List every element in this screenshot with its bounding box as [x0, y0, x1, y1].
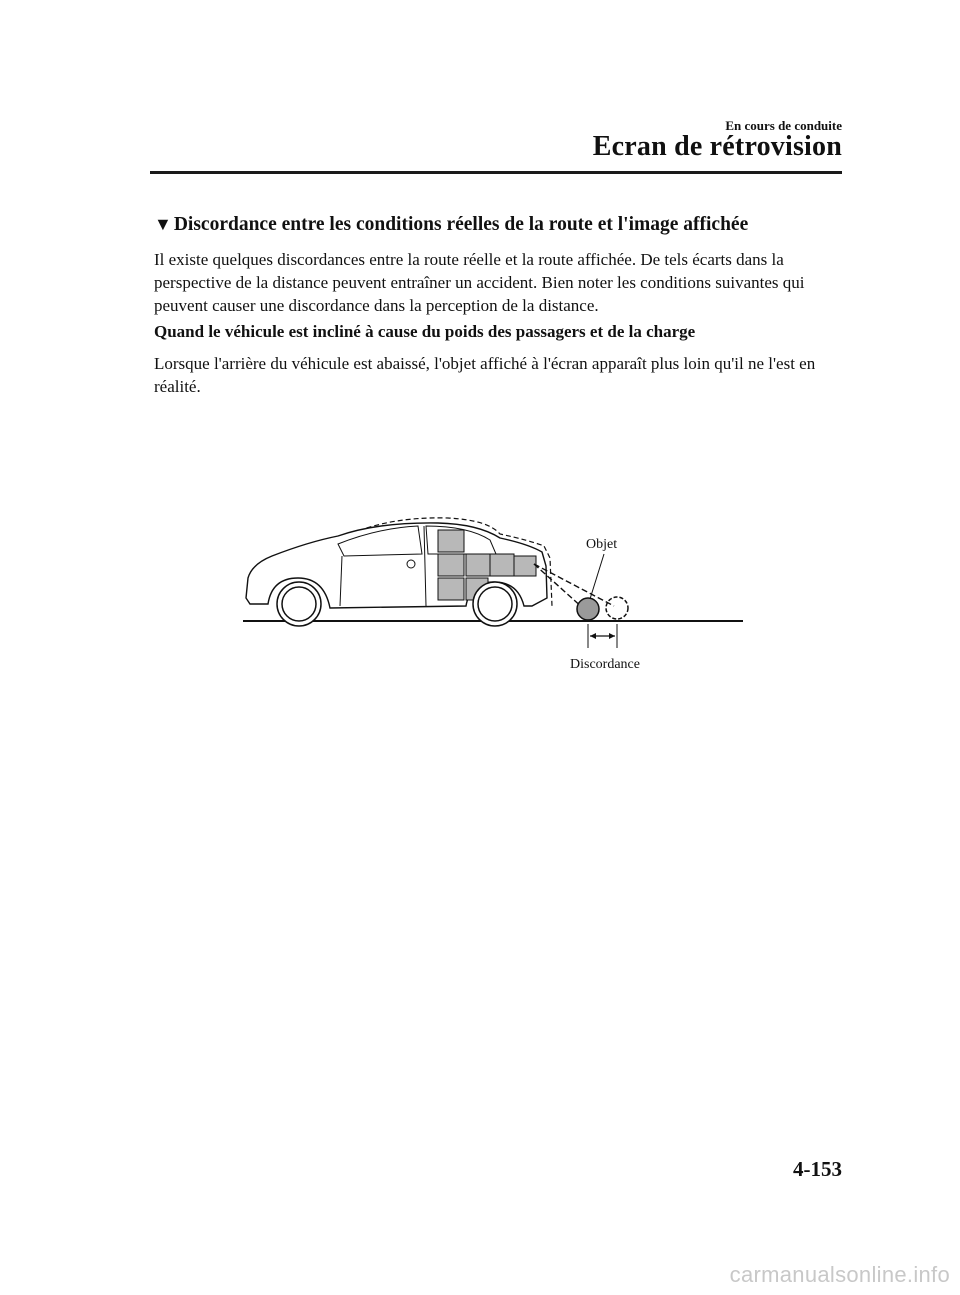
discrepancy-label: Discordance	[570, 657, 640, 672]
section-heading-text: Discordance entre les conditions réelles de la route et l'image affichée	[173, 214, 749, 235]
paragraph-explanation: Lorsque l'arrière du véhicule est abaissé, l'objet affiché à l'écran apparaît plus loin qu'il ne l'est en réalité.	[154, 354, 816, 396]
triangle-down-icon: ▼	[154, 214, 172, 234]
subheading: Quand le véhicule est incliné à cause du poids des passagers et de la charge	[154, 322, 696, 341]
object-displayed	[606, 597, 628, 619]
wheel-rear	[473, 582, 517, 626]
object-actual	[577, 598, 599, 620]
arrowhead-left	[590, 633, 596, 639]
page-title: Ecran de rétrovision	[592, 131, 842, 162]
header-divider	[150, 171, 842, 174]
header-section-label: En cours de conduite	[725, 118, 842, 133]
object-label: Objet	[586, 537, 618, 552]
section-heading	[154, 214, 748, 236]
arrowhead-right	[609, 633, 615, 639]
vehicle-tilt-illustration	[238, 506, 750, 676]
object-leader-line	[590, 554, 604, 599]
page-number: 4-153	[793, 1157, 842, 1181]
wheel-front	[277, 582, 321, 626]
paragraph-intro: Il existe quelques discordances entre la route réelle et la route affichée. De tels écarts dans la perspective de la distance peuvent entraîner un accident. Bien noter les conditions suivantes qui peuvent causer une discordance dans la perception de la distance.	[154, 250, 805, 315]
watermark: carmanualsonline.info	[729, 1262, 950, 1287]
